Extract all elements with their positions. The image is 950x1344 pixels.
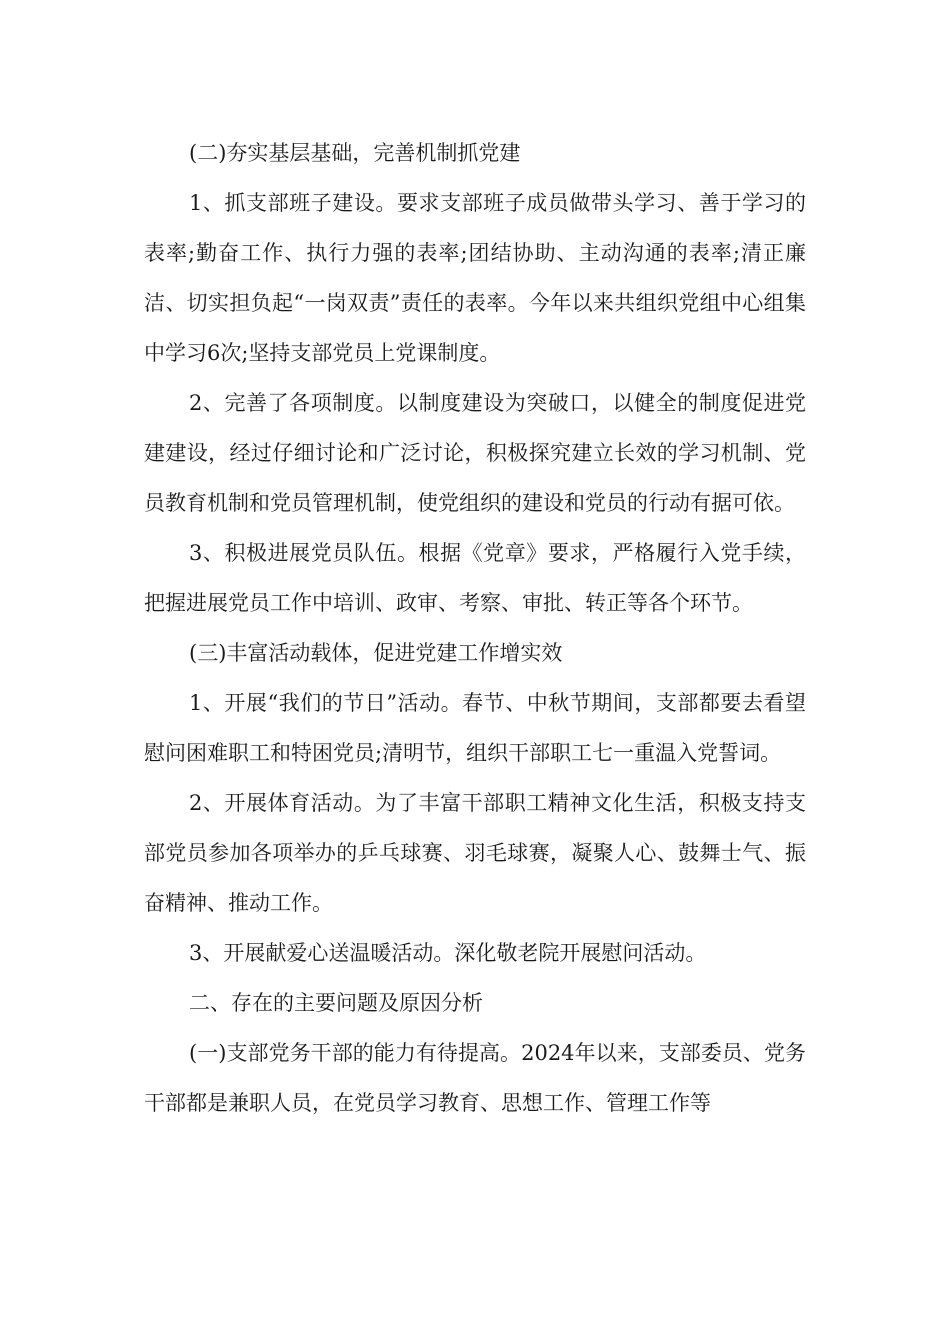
paragraph-branch-team-building: 1、抓支部班子建设。要求支部班子成员做带头学习、善于学习的表率;勤奋工作、执行力强的表率;团结协助、主动沟通的表率;清正廉洁、切实担负起“一岗双责”责任的表率。今年以来共组织党组中心组集中学习6次;坚持支部党员上党课制度。 (144, 191, 806, 365)
section-heading-main-problems: 二、存在的主要问题及原因分析 (189, 991, 483, 1015)
paragraph-our-festivals: 1、开展“我们的节日”活动。春节、中秋节期间，支部都要去看望慰问困难职工和特困党员;清明节，组织干部职工七一重温入党誓词。 (144, 691, 806, 765)
paragraph-cadre-capacity: (一)支部党务干部的能力有待提高。2024年以来，支部委员、党务干部都是兼职人员，在党员学习教育、思想工作、管理工作等 (144, 1041, 806, 1115)
section-heading-consolidate-foundation: (二)夯实基层基础，完善机制抓党建 (189, 141, 521, 165)
paragraph-charity-activities: 3、开展献爱心送温暖活动。深化敬老院开展慰问活动。 (189, 941, 707, 965)
section-heading-enrich-activities: (三)丰富活动载体，促进党建工作增实效 (189, 641, 563, 665)
paragraph-sports-activities: 2、开展体育活动。为了丰富干部职工精神文化生活，积极支持支部党员参加各项举办的乒乓球赛、羽毛球赛，凝聚人心、鼓舞士气、振奋精神、推动工作。 (144, 791, 806, 915)
document-body (144, 128, 806, 1128)
paragraph-party-member-development: 3、积极进展党员队伍。根据《党章》要求，严格履行入党手续，把握进展党员工作中培训、政审、考察、审批、转正等各个环节。 (144, 541, 806, 615)
paragraph-improve-systems: 2、完善了各项制度。以制度建设为突破口，以健全的制度促进党建建设，经过仔细讨论和广泛讨论，积极探究建立长效的学习机制、党员教育机制和党员管理机制，使党组织的建设和党员的行动有据可依。 (144, 391, 806, 515)
